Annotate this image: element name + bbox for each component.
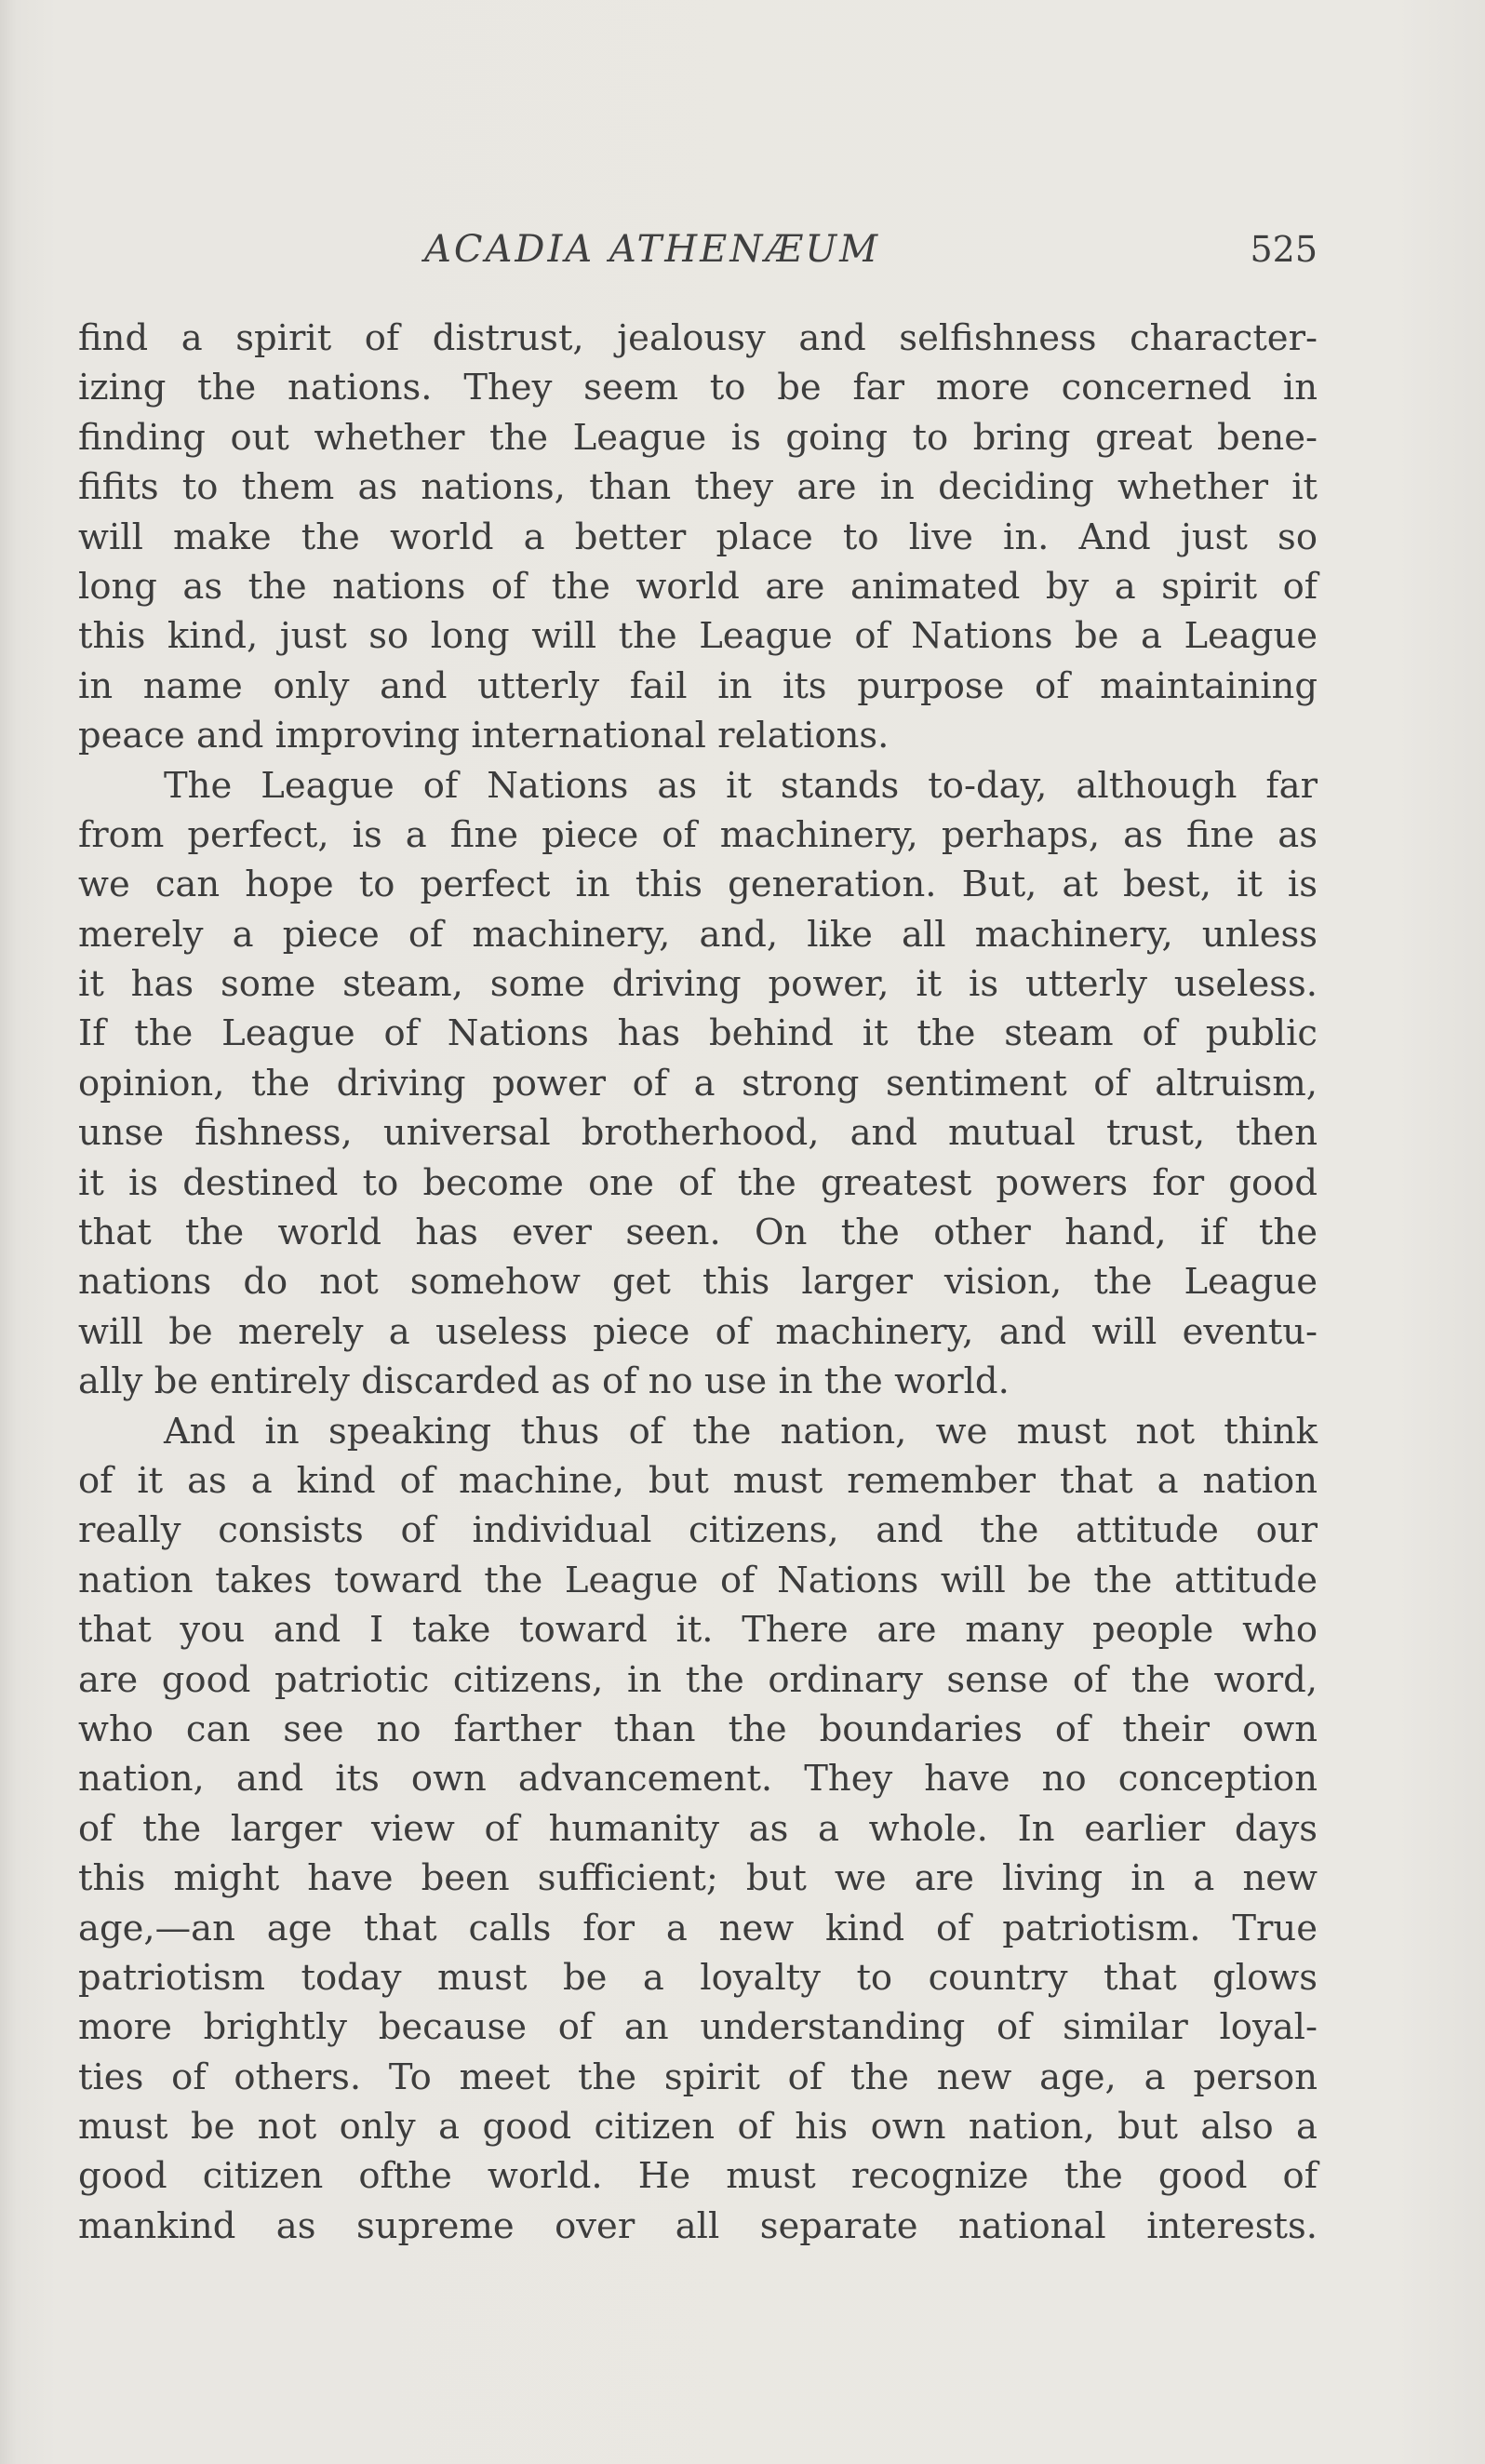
text-line: this might have been sufficient; but we are living in a new: [78, 1857, 1318, 1900]
text-line: who can see no farther than the boundaries of their own: [78, 1707, 1318, 1750]
text-line: opinion, the driving power of a strong sentiment of altruism,: [78, 1062, 1318, 1105]
text-line: that you and I take toward it. There are many people who: [78, 1609, 1318, 1652]
text-line: nation, and its own advancement. They have no conception: [78, 1758, 1318, 1801]
text-line: patriotism today must be a loyalty to country that glows: [78, 1956, 1318, 1999]
text-line: age,—an age that calls for a new kind of patriotism. True: [78, 1907, 1318, 1949]
text-line: nations do not somehow get this larger vision, the League: [78, 1261, 1318, 1304]
text-line: in name only and utterly fail in its purpose of maintaining: [78, 664, 1318, 707]
page-number: 525: [1250, 229, 1318, 270]
text-line: long as the nations of the world are animated by a spirit of: [78, 565, 1318, 608]
text-line: it is destined to become one of the greatest powers for good: [78, 1161, 1318, 1204]
text-line: merely a piece of machinery, and, like all machinery, unless: [78, 913, 1318, 956]
text-line: The League of Nations as it stands to-day, although far: [164, 764, 1318, 807]
text-line: that the world has ever seen. On the other hand, if the: [78, 1212, 1318, 1254]
text-line: mankind as supreme over all separate national interests.: [78, 2204, 1318, 2247]
text-line: are good patriotic citizens, in the ordinary sense of the word,: [78, 1658, 1318, 1701]
text-line: nation takes toward the League of Nations will be the attitude: [78, 1559, 1318, 1601]
running-header: [78, 221, 1318, 277]
text-line: ally be entirely discarded as of no use in the world.: [78, 1360, 1010, 1403]
paragraph-3: [78, 1407, 1318, 2252]
text-line: ties of others. To meet the spirit of the new age, a person: [78, 2056, 1318, 2098]
running-title: ACADIA ATHENÆUM: [424, 228, 881, 271]
text-line: fifits to them as nations, than they are in deciding whether it: [78, 466, 1318, 509]
text-line: of the larger view of humanity as a whole. In earlier days: [78, 1807, 1318, 1850]
paragraph-1: [78, 314, 1318, 761]
text-line: And in speaking thus of the nation, we must not think: [164, 1410, 1318, 1453]
text-line: really consists of individual citizens, and the attitude our: [78, 1509, 1318, 1552]
text-line: will make the world a better place to live in. And just so: [78, 516, 1318, 558]
text-line: good citizen ofthe world. He must recognize the good of: [78, 2155, 1318, 2198]
text-line: unse fishness, universal brotherhood, and mutual trust, then: [78, 1112, 1318, 1155]
text-line: finding out whether the League is going to bring great bene-: [78, 416, 1318, 459]
text-line: find a spirit of distrust, jealousy and selfishness character-: [78, 317, 1318, 359]
text-line: of it as a kind of machine, but must remember that a nation: [78, 1459, 1318, 1502]
text-line: it has some steam, some driving power, it is utterly useless.: [78, 963, 1318, 1006]
text-line: izing the nations. They seem to be far more concerned in: [78, 367, 1318, 409]
text-line: will be merely a useless piece of machinery, and will eventu-: [78, 1310, 1318, 1353]
text-line: If the League of Nations has behind it the steam of public: [78, 1012, 1318, 1055]
paragraph-2: [78, 761, 1318, 1407]
text-line: more brightly because of an understanding of similar loyal-: [78, 2006, 1318, 2049]
text-line: we can hope to perfect in this generation. But, at best, it is: [78, 864, 1318, 906]
body-text: [78, 314, 1318, 2251]
text-line: this kind, just so long will the League of Nations be a League: [78, 615, 1318, 658]
text-line: from perfect, is a fine piece of machinery, perhaps, as fine as: [78, 813, 1318, 856]
text-line: must be not only a good citizen of his own nation, but also a: [78, 2106, 1318, 2149]
text-line: peace and improving international relations.: [78, 715, 890, 757]
